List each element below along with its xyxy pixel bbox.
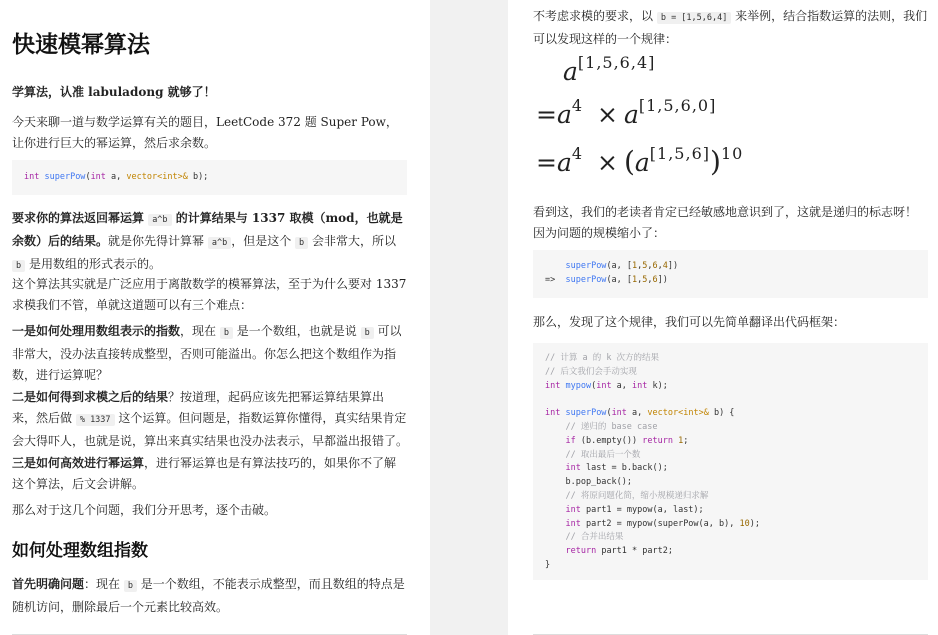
paragraph-framework: 那么，发现了这个规律，我们可以先简单翻译出代码框架：	[533, 315, 846, 329]
intro-bold: 学算法，认准 labuladong 就够了！	[12, 85, 216, 99]
section-heading: 如何处理数组指数	[12, 541, 148, 561]
code-line: int last = b.back();	[565, 463, 668, 474]
paragraph-point-two: 二是如何得到求模之后的结果？按道理，起码应该先把幂运算结果算出来，然后做 % 1337 这个运算。但问题是，指数运算你懂得，真实结果肯定会大得吓人，也就是说，算出来真实结果也没办法表示，早都溢出报错了。	[12, 390, 409, 448]
inline-code: b	[124, 580, 137, 592]
paragraph-problem: 首先明确问题：现在 b 是一个数组，不能表示成整型，而且数组的特点是随机访问，删除最后一个元素比较高效。	[12, 577, 405, 614]
code-line: int superPow(int a, vector<int>& b);	[24, 172, 209, 182]
inline-code: b	[295, 237, 308, 249]
left-page	[0, 0, 430, 635]
code-line: return part1 * part2;	[565, 546, 673, 557]
code-line: => superPow(a, [1,5,6])	[545, 274, 668, 285]
code-line: // 取出最后一个数	[545, 449, 641, 460]
code-line: // 计算 a 的 k 次方的结果	[545, 353, 660, 363]
inline-code: b	[12, 260, 25, 272]
intro-paragraph: 今天来聊一道与数学运算有关的题目，LeetCode 372 题 Super Pow，让你进行巨大的幂运算，然后求余数。	[12, 115, 398, 150]
paragraph-plan: 那么对于这几个问题，我们分开思考，逐个击破。	[12, 503, 277, 517]
inline-code: b	[220, 327, 233, 339]
paragraph-point-one: 一是如何处理用数组表示的指数，现在 b 是一个数组，也就是说 b 可以非常大，没办法直接转成整型，否则可能溢出。你怎么把这个数组作为指数，进行运算呢？	[12, 324, 402, 382]
paragraph-point-three: 三是如何高效进行幂运算，进行幂运算也是有算法技巧的，如果你不了解这个算法，后文会讲解。	[12, 456, 397, 491]
code-line: // 将原问题化简，缩小规模递归求解	[545, 490, 709, 501]
math-line-3: $=a^4 \times (a[1,5,6])^{10}$	[536, 144, 744, 178]
code-line: }	[545, 559, 551, 570]
code-block-reduction	[533, 250, 928, 298]
paragraph-requirement: 要求你的算法返回幂运算 a^b 的计算结果与 1337 取模（mod，也就是余数）后的结果。就是你先得计算幂 a^b ，但是这个 b 会非常大，所以 b 是用数组的形式表示的。	[12, 211, 403, 271]
code-line: superPow(a, [1,5,6,4])	[565, 261, 679, 271]
code-line: int part1 = mypow(a, last);	[565, 504, 704, 515]
code-line: int part2 = mypow(superPow(a, b), 10);	[565, 518, 760, 529]
inline-code: b = [1,5,6,4]	[657, 12, 732, 24]
inline-code: a^b	[148, 214, 171, 226]
code-line: // 后文我们会手动实现	[545, 366, 637, 377]
code-block-framework	[533, 343, 928, 580]
paragraph-difficulty: 这个算法其实就是广泛应用于离散数学的模幂算法，至于为什么要对 1337 求模我们不管，单就这道题可以有三个难点：	[12, 277, 407, 312]
page-gap	[430, 0, 508, 635]
code-line: // 递归的 base case	[545, 421, 658, 432]
code-line: b.pop_back();	[545, 477, 632, 488]
math-line-2: $=a^4 \times a[1,5,6,0]$	[536, 96, 717, 129]
paragraph-recursion: 看到这，我们的老读者肯定已经敏感地意识到了，这就是递归的标志呀！因为问题的规模缩小了：	[533, 205, 918, 240]
code-line: int superPow(int a, vector<int>& b) {	[545, 408, 735, 419]
math-line-1: a[1,5,6,4]	[563, 53, 656, 86]
right-page	[508, 0, 938, 635]
inline-code: b	[361, 327, 374, 339]
code-line: // 合并出结果	[545, 532, 624, 543]
code-block-signature	[12, 160, 407, 195]
inline-code: % 1337	[76, 414, 115, 426]
inline-code: a^b	[208, 237, 231, 249]
paragraph-example: 不考虑求模的要求，以 b = [1,5,6,4] 来举例，结合指数运算的法则，我们可以发现这样的一个规律：	[533, 9, 928, 46]
page-title: 快速模幂算法	[12, 31, 150, 58]
code-line: int mypow(int a, int k);	[545, 380, 668, 391]
code-line: if (b.empty()) return 1;	[565, 435, 689, 446]
